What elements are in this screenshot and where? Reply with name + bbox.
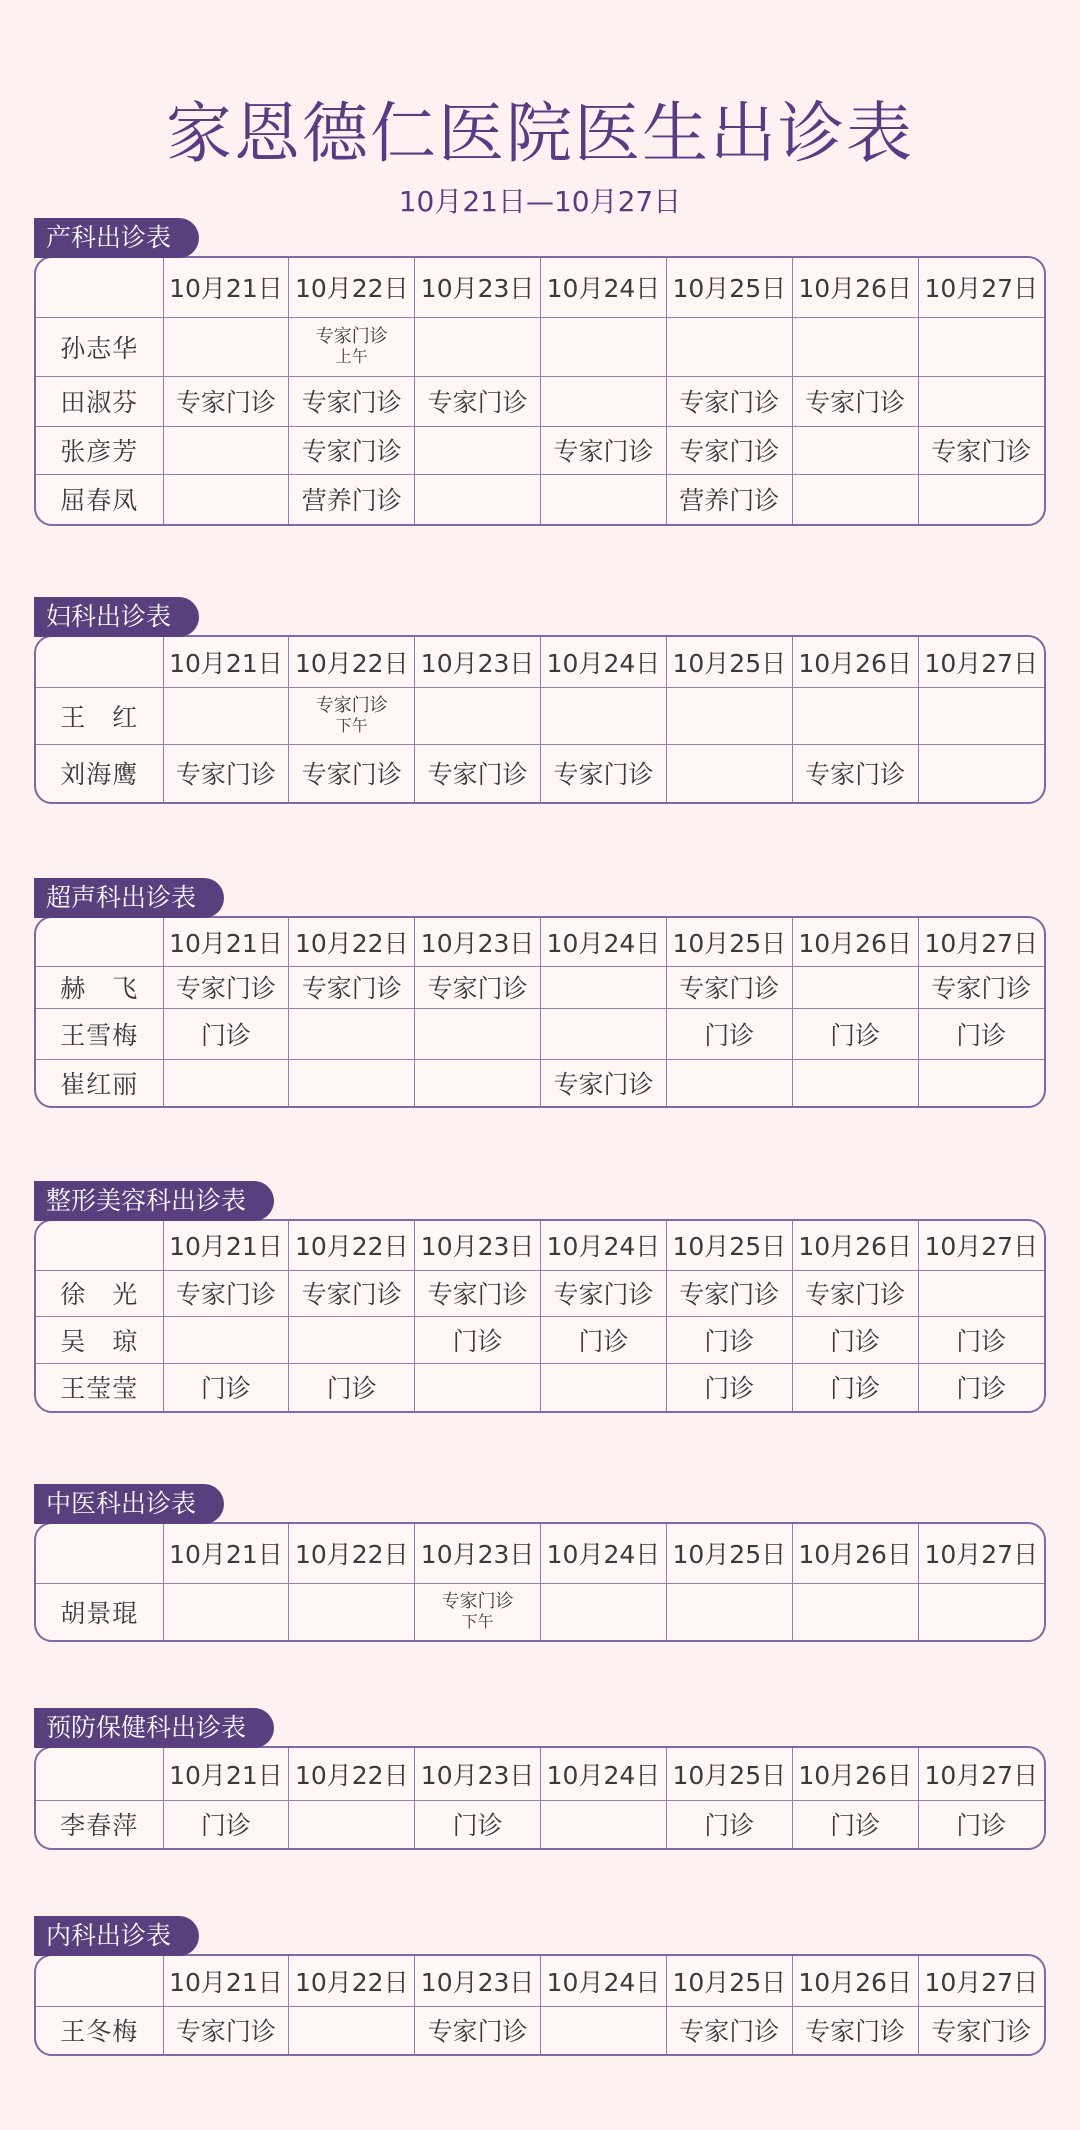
table-row bbox=[36, 1008, 1044, 1059]
department-label: 预防保健科出诊表 bbox=[34, 1708, 274, 1748]
schedule-cell: 专家门诊 bbox=[666, 2006, 792, 2054]
date-header-cell: 10月26日 bbox=[792, 1221, 918, 1270]
schedule-cell: 专家门诊 bbox=[163, 376, 289, 426]
schedule-table bbox=[34, 635, 1046, 804]
date-header-cell: 10月23日 bbox=[415, 1956, 541, 2006]
schedule-cell bbox=[918, 687, 1044, 744]
schedule-cell: 门诊 bbox=[666, 1800, 792, 1848]
schedule-cell: 专家门诊 bbox=[918, 426, 1044, 474]
date-header-cell: 10月27日 bbox=[918, 918, 1044, 966]
schedule-cell bbox=[415, 1059, 541, 1106]
doctor-name-cell: 崔红丽 bbox=[36, 1059, 163, 1106]
schedule-cell: 专家门诊 bbox=[541, 1059, 667, 1106]
schedule-cell bbox=[163, 1059, 289, 1106]
table-corner-cell bbox=[36, 258, 163, 317]
table-header-row bbox=[36, 637, 1044, 687]
date-header-cell: 10月22日 bbox=[289, 258, 415, 317]
schedule-table bbox=[34, 1954, 1046, 2056]
date-header-cell: 10月22日 bbox=[289, 1524, 415, 1583]
schedule-cell bbox=[792, 426, 918, 474]
schedule-cell bbox=[163, 317, 289, 376]
schedule-cell: 门诊 bbox=[415, 1316, 541, 1363]
doctor-name-cell: 刘海鹰 bbox=[36, 744, 163, 802]
schedule-cell: 专家门诊 bbox=[415, 744, 541, 802]
schedule-cell bbox=[415, 1363, 541, 1411]
date-header-cell: 10月26日 bbox=[792, 1956, 918, 2006]
schedule-cell bbox=[541, 317, 667, 376]
table-row bbox=[36, 1800, 1044, 1848]
date-header-cell: 10月26日 bbox=[792, 258, 918, 317]
schedule-cell bbox=[163, 426, 289, 474]
doctor-name-cell: 李春萍 bbox=[36, 1800, 163, 1848]
clinic-type: 专家门诊 bbox=[315, 325, 388, 347]
date-header-cell: 10月26日 bbox=[792, 1748, 918, 1800]
table-row bbox=[36, 1270, 1044, 1316]
schedule-cell bbox=[666, 687, 792, 744]
date-header-cell: 10月22日 bbox=[289, 1221, 415, 1270]
schedule-cell bbox=[541, 1008, 667, 1059]
doctor-name-cell: 张彦芳 bbox=[36, 426, 163, 474]
table-row bbox=[36, 966, 1044, 1008]
date-header-cell: 10月21日 bbox=[163, 258, 289, 317]
department-label: 超声科出诊表 bbox=[34, 878, 224, 918]
schedule-cell bbox=[792, 966, 918, 1008]
schedule-cell: 门诊 bbox=[918, 1316, 1044, 1363]
table-corner-cell bbox=[36, 1748, 163, 1800]
date-header-cell: 10月26日 bbox=[792, 637, 918, 687]
doctor-name-cell: 孙志华 bbox=[36, 317, 163, 376]
schedule-cell bbox=[289, 1583, 415, 1640]
schedule-cell: 专家门诊 bbox=[415, 2006, 541, 2054]
table-corner-cell bbox=[36, 637, 163, 687]
schedule-cell: 门诊 bbox=[163, 1800, 289, 1848]
schedule-cell bbox=[666, 317, 792, 376]
schedule-cell: 专家门诊 bbox=[931, 2017, 1032, 2047]
schedule-cell bbox=[918, 1270, 1044, 1316]
date-header-cell: 10月25日 bbox=[666, 1748, 792, 1800]
schedule-cell: 专家门诊 bbox=[792, 2006, 918, 2054]
table-row bbox=[36, 1316, 1044, 1363]
page-title: 家恩德仁医院医生出诊表 bbox=[166, 95, 914, 172]
schedule-cell: 专家门诊 bbox=[541, 426, 667, 474]
schedule-cell: 专家门诊 bbox=[163, 2006, 289, 2054]
date-header-cell: 10月24日 bbox=[541, 1524, 667, 1583]
table-header-row bbox=[36, 1956, 1044, 2006]
schedule-cell bbox=[541, 376, 667, 426]
table-header-row bbox=[36, 1524, 1044, 1583]
schedule-cell: 专家门诊 bbox=[289, 966, 415, 1008]
schedule-cell: 门诊 bbox=[792, 1363, 918, 1411]
table-header-row bbox=[36, 918, 1044, 966]
schedule-cell bbox=[415, 687, 541, 744]
schedule-cell bbox=[792, 317, 918, 376]
schedule-cell bbox=[666, 744, 792, 802]
schedule-cell: 门诊 bbox=[289, 1363, 415, 1411]
schedule-cell bbox=[792, 474, 918, 524]
table-corner-cell bbox=[36, 1524, 163, 1583]
table-row bbox=[36, 376, 1044, 426]
schedule-cell: 专家门诊 bbox=[415, 1270, 541, 1316]
doctor-name-cell: 胡景琨 bbox=[36, 1583, 163, 1640]
schedule-cell: 门诊 bbox=[956, 1811, 1007, 1841]
schedule-cell bbox=[163, 474, 289, 524]
table-row bbox=[36, 317, 1044, 376]
schedule-cell: 专家门诊 bbox=[163, 1270, 289, 1316]
table-row bbox=[36, 2006, 1044, 2054]
doctor-name-cell: 赫 飞 bbox=[36, 966, 163, 1008]
schedule-cell: 专家门诊 bbox=[415, 966, 541, 1008]
date-header-cell: 10月24日 bbox=[541, 637, 667, 687]
schedule-cell bbox=[415, 1583, 541, 1640]
schedule-cell: 门诊 bbox=[792, 1008, 918, 1059]
schedule-cell: 专家门诊 bbox=[792, 1270, 918, 1316]
doctor-name-cell: 吴 琼 bbox=[36, 1316, 163, 1363]
schedule-cell: 专家门诊 bbox=[918, 966, 1044, 1008]
date-header-cell: 10月21日 bbox=[163, 637, 289, 687]
schedule-cell: 专家门诊 bbox=[289, 426, 415, 474]
schedule-cell bbox=[289, 2006, 415, 2054]
table-header-row bbox=[36, 1221, 1044, 1270]
schedule-cell: 专家门诊 bbox=[666, 966, 792, 1008]
table-row bbox=[36, 426, 1044, 474]
doctor-name-cell: 徐 光 bbox=[36, 1270, 163, 1316]
date-header-cell: 10月25日 bbox=[666, 258, 792, 317]
schedule-cell: 专家门诊 bbox=[289, 376, 415, 426]
schedule-cell: 门诊 bbox=[541, 1316, 667, 1363]
date-header-cell: 10月23日 bbox=[415, 1748, 541, 1800]
table-row bbox=[36, 474, 1044, 524]
schedule-cell: 营养门诊 bbox=[666, 474, 792, 524]
schedule-cell: 专家门诊 bbox=[541, 744, 667, 802]
schedule-cell bbox=[541, 1363, 667, 1411]
table-row bbox=[36, 1363, 1044, 1411]
date-header-cell: 10月22日 bbox=[289, 1956, 415, 2006]
schedule-cell bbox=[163, 1316, 289, 1363]
schedule-cell: 门诊 bbox=[163, 1363, 289, 1411]
schedule-cell: 门诊 bbox=[666, 1008, 792, 1059]
date-header-cell: 10月23日 bbox=[415, 1221, 541, 1270]
schedule-cell bbox=[415, 474, 541, 524]
schedule-cell bbox=[541, 687, 667, 744]
schedule-table bbox=[34, 1746, 1046, 1850]
schedule-cell bbox=[289, 1008, 415, 1059]
date-header-cell: 10月21日 bbox=[163, 918, 289, 966]
date-header-cell: 10月23日 bbox=[415, 637, 541, 687]
schedule-cell bbox=[792, 1059, 918, 1106]
schedule-cell: 门诊 bbox=[666, 1363, 792, 1411]
schedule-cell: 专家门诊 bbox=[163, 966, 289, 1008]
schedule-cell bbox=[163, 1583, 289, 1640]
schedule-cell: 专家门诊 bbox=[666, 426, 792, 474]
schedule-cell bbox=[666, 1583, 792, 1640]
schedule-cell: 专家门诊 bbox=[666, 1270, 792, 1316]
date-header-cell: 10月27日 bbox=[918, 1524, 1044, 1583]
date-header-cell: 10月25日 bbox=[666, 1524, 792, 1583]
schedule-cell bbox=[918, 744, 1044, 802]
date-header-cell: 10月22日 bbox=[289, 637, 415, 687]
schedule-cell: 专家门诊 bbox=[163, 744, 289, 802]
schedule-cell: 门诊 bbox=[918, 1008, 1044, 1059]
schedule-cell bbox=[918, 317, 1044, 376]
schedule-cell: 专家门诊 bbox=[666, 376, 792, 426]
schedule-cell: 门诊 bbox=[415, 1800, 541, 1848]
table-corner-cell bbox=[36, 1956, 163, 2006]
date-header-cell: 10月25日 bbox=[666, 1221, 792, 1270]
department-label: 产科出诊表 bbox=[34, 218, 199, 258]
doctor-name-cell: 王雪梅 bbox=[36, 1008, 163, 1059]
schedule-cell bbox=[541, 2006, 667, 2054]
date-header-cell: 10月27日 bbox=[918, 1748, 1044, 1800]
schedule-cell bbox=[415, 317, 541, 376]
schedule-cell bbox=[666, 1059, 792, 1106]
date-header-cell: 10月24日 bbox=[541, 1748, 667, 1800]
schedule-cell bbox=[541, 1800, 667, 1848]
table-header-row bbox=[36, 258, 1044, 317]
date-header-cell: 10月26日 bbox=[792, 918, 918, 966]
date-header-cell: 10月22日 bbox=[289, 918, 415, 966]
schedule-cell bbox=[163, 687, 289, 744]
schedule-cell bbox=[289, 1059, 415, 1106]
schedule-cell bbox=[918, 1059, 1044, 1106]
schedule-cell bbox=[541, 966, 667, 1008]
schedule-cell bbox=[289, 317, 415, 376]
date-header-cell: 10月21日 bbox=[163, 1524, 289, 1583]
date-header-cell: 10月27日 bbox=[918, 258, 1044, 317]
table-row bbox=[36, 744, 1044, 802]
schedule-cell bbox=[918, 474, 1044, 524]
schedule-table bbox=[34, 1219, 1046, 1413]
date-header-cell: 10月26日 bbox=[792, 1524, 918, 1583]
date-header-cell: 10月27日 bbox=[918, 1956, 1044, 2006]
table-corner-cell bbox=[36, 918, 163, 966]
schedule-cell bbox=[918, 1583, 1044, 1640]
date-header-cell: 10月24日 bbox=[541, 258, 667, 317]
date-header-cell: 10月25日 bbox=[666, 918, 792, 966]
table-row bbox=[36, 1059, 1044, 1106]
schedule-cell: 门诊 bbox=[956, 1374, 1007, 1404]
date-header-cell: 10月23日 bbox=[415, 258, 541, 317]
schedule-cell bbox=[415, 426, 541, 474]
doctor-name-cell: 屈春凤 bbox=[36, 474, 163, 524]
clinic-session: 上午 bbox=[335, 346, 368, 366]
clinic-type: 专家门诊 bbox=[441, 1590, 514, 1612]
date-header-cell: 10月23日 bbox=[415, 1524, 541, 1583]
schedule-cell: 门诊 bbox=[792, 1800, 918, 1848]
department-label: 整形美容科出诊表 bbox=[34, 1181, 274, 1221]
schedule-cell bbox=[415, 1008, 541, 1059]
date-header-cell: 10月24日 bbox=[541, 918, 667, 966]
date-header-cell: 10月24日 bbox=[541, 1956, 667, 2006]
date-header-cell: 10月24日 bbox=[541, 1221, 667, 1270]
schedule-cell bbox=[792, 687, 918, 744]
clinic-session: 下午 bbox=[461, 1611, 494, 1631]
schedule-table bbox=[34, 916, 1046, 1108]
date-header-cell: 10月21日 bbox=[163, 1748, 289, 1800]
table-corner-cell bbox=[36, 1221, 163, 1270]
schedule-cell: 专家门诊 bbox=[415, 376, 541, 426]
schedule-cell: 专家门诊 bbox=[289, 744, 415, 802]
schedule-table bbox=[34, 256, 1046, 526]
schedule-cell bbox=[541, 474, 667, 524]
date-range: 10月21日—10月27日 bbox=[398, 185, 682, 218]
schedule-cell bbox=[289, 1316, 415, 1363]
date-header-cell: 10月21日 bbox=[163, 1221, 289, 1270]
date-header-cell: 10月25日 bbox=[666, 1956, 792, 2006]
schedule-cell: 专家门诊 bbox=[289, 1270, 415, 1316]
department-label: 中医科出诊表 bbox=[34, 1484, 224, 1524]
schedule-cell: 门诊 bbox=[666, 1316, 792, 1363]
table-row bbox=[36, 1583, 1044, 1640]
schedule-cell: 专家门诊 bbox=[792, 376, 918, 426]
schedule-cell: 专家门诊 bbox=[541, 1270, 667, 1316]
date-header-cell: 10月23日 bbox=[415, 918, 541, 966]
clinic-type: 专家门诊 bbox=[315, 694, 388, 716]
date-header-cell: 10月25日 bbox=[666, 637, 792, 687]
department-label: 内科出诊表 bbox=[34, 1916, 199, 1956]
date-header-cell: 10月27日 bbox=[918, 1221, 1044, 1270]
doctor-name-cell: 田淑芬 bbox=[36, 376, 163, 426]
table-row bbox=[36, 687, 1044, 744]
doctor-name-cell: 王 红 bbox=[36, 687, 163, 744]
schedule-cell: 营养门诊 bbox=[289, 474, 415, 524]
schedule-cell bbox=[541, 1583, 667, 1640]
clinic-session: 下午 bbox=[335, 715, 368, 735]
schedule-cell: 门诊 bbox=[792, 1316, 918, 1363]
schedule-cell: 门诊 bbox=[163, 1008, 289, 1059]
schedule-cell bbox=[289, 687, 415, 744]
schedule-cell bbox=[289, 1800, 415, 1848]
date-header-cell: 10月21日 bbox=[163, 1956, 289, 2006]
schedule-cell bbox=[918, 376, 1044, 426]
schedule-cell bbox=[792, 1583, 918, 1640]
department-label: 妇科出诊表 bbox=[34, 597, 199, 637]
doctor-name-cell: 王莹莹 bbox=[36, 1363, 163, 1411]
schedule-cell: 专家门诊 bbox=[792, 744, 918, 802]
doctor-name-cell: 王冬梅 bbox=[36, 2006, 163, 2054]
schedule-table bbox=[34, 1522, 1046, 1642]
date-header-cell: 10月27日 bbox=[918, 637, 1044, 687]
date-header-cell: 10月22日 bbox=[289, 1748, 415, 1800]
table-header-row bbox=[36, 1748, 1044, 1800]
